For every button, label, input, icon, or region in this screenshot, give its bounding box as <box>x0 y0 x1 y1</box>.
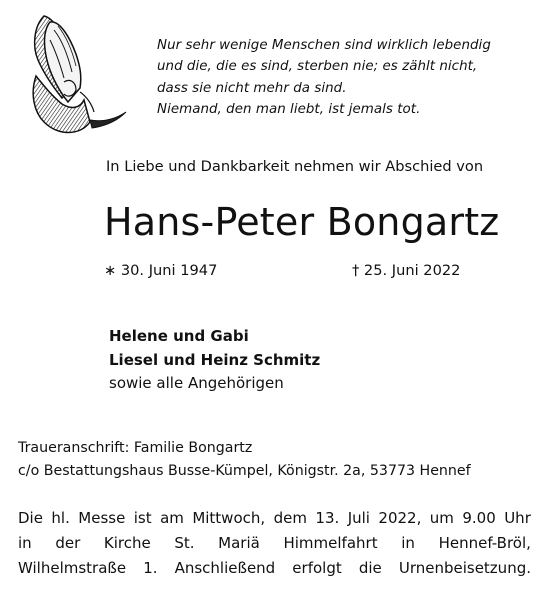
mourning-address <box>18 437 471 483</box>
mass-word: 2022, <box>378 509 422 527</box>
mass-word: um <box>429 509 454 527</box>
mass-line <box>18 531 531 556</box>
mass-word: Messe <box>78 509 126 527</box>
mass-word: St. <box>174 534 195 552</box>
mourner-line: Liesel und Heinz Schmitz <box>109 350 321 369</box>
mass-word: Anschließend <box>174 559 276 577</box>
mass-word: am <box>160 509 184 527</box>
mass-word: dem <box>273 509 307 527</box>
quote-line: Niemand, den man liebt, ist jemals tot. <box>157 101 421 117</box>
mass-word: Die <box>18 509 43 527</box>
deceased-name: Hans-Peter Bongartz <box>104 200 500 244</box>
quote <box>157 35 537 120</box>
mass-word: hl. <box>51 509 70 527</box>
mass-word: 13. <box>315 509 340 527</box>
praying-hands-icon <box>14 12 132 142</box>
mass-word: Mittwoch, <box>192 509 266 527</box>
mass-word: Urnenbeisetzung. <box>398 559 531 577</box>
address-line: Traueranschrift: Familie Bongartz <box>18 440 253 456</box>
address-line: c/o Bestattungshaus Busse-Kümpel, Königstr. 2a, 53773 Hennef <box>18 463 471 479</box>
mourners <box>109 325 320 396</box>
mourner-line: Helene und Gabi <box>109 327 249 345</box>
intro-text: In Liebe und Dankbarkeit nehmen wir Abschied von <box>106 158 484 175</box>
mass-word: Uhr <box>504 509 531 527</box>
mass-word: 1. <box>143 559 158 577</box>
mass-announcement <box>18 506 531 581</box>
mass-word: in <box>18 534 32 552</box>
mass-word: 9.00 <box>462 509 496 527</box>
mass-word: ist <box>133 509 152 527</box>
death-date: † 25. Juni 2022 <box>352 262 461 279</box>
mass-word: erfolgt <box>292 559 342 577</box>
mass-line <box>18 506 531 531</box>
mass-word: in <box>401 534 415 552</box>
mourner-line: sowie alle Angehörigen <box>109 374 284 392</box>
mass-word: Juli <box>347 509 370 527</box>
mass-word: Wilhelmstraße <box>18 559 127 577</box>
quote-line: und die, die es sind, sterben nie; es zählt nicht, <box>157 59 478 75</box>
mass-word: die <box>358 559 382 577</box>
quote-line: Nur sehr wenige Menschen sind wirklich lebendig <box>157 38 491 53</box>
mass-word: Himmelfahrt <box>283 534 378 552</box>
mass-word: Kirche <box>103 534 151 552</box>
mass-line <box>18 556 531 581</box>
birth-date: ∗ 30. Juni 1947 <box>104 262 218 279</box>
quote-line: dass sie nicht mehr da sind. <box>157 80 347 96</box>
mass-word: Mariä <box>218 534 260 552</box>
mass-word: der <box>55 534 81 552</box>
mass-word: Hennef-Bröl, <box>438 534 531 552</box>
